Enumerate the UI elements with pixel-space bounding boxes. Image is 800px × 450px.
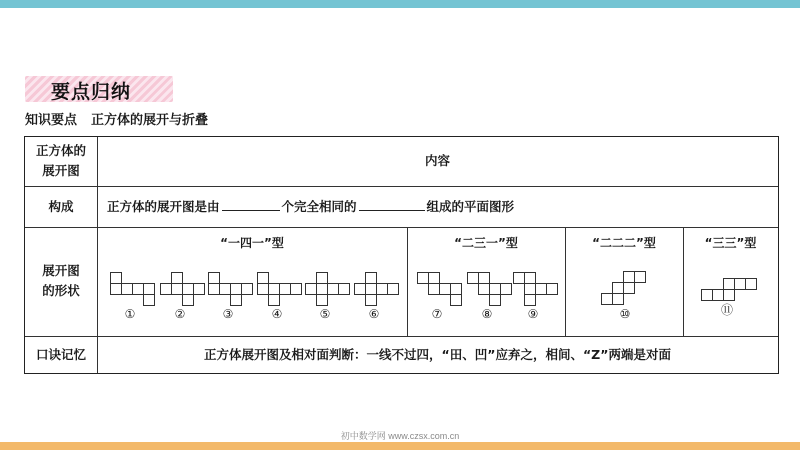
nets-label-line2: 的形状: [42, 283, 80, 298]
header-col1: [25, 141, 97, 181]
watermark: 初中数学网 www.czsx.com.cn: [340, 431, 460, 441]
net-square: [612, 293, 624, 305]
summary-table: [24, 136, 779, 374]
net-square: [338, 283, 350, 295]
composition-text-c: 组成的平面图形: [426, 199, 515, 214]
group-title-33: “三三”型: [704, 236, 757, 250]
header-col1-line2: 展开图: [42, 163, 80, 178]
net-square: [182, 294, 194, 306]
net-square: [489, 294, 501, 306]
net-number-label: ⑩: [619, 307, 631, 321]
net-number-label: ①: [124, 307, 136, 321]
net-number-label: ⑥: [368, 307, 380, 321]
net-square: [500, 283, 512, 295]
nets-label: [25, 261, 97, 301]
net-number-label: ⑤: [319, 307, 331, 321]
net-square: [230, 294, 242, 306]
section-title-banner: [25, 76, 173, 102]
net-number-label: ⑨: [527, 307, 539, 321]
header-content: 内容: [424, 153, 450, 168]
net-square: [745, 278, 757, 290]
net-square: [450, 294, 462, 306]
composition-text: [107, 197, 514, 217]
header-col1-line1: 正方体的: [35, 143, 86, 158]
net-square: [387, 283, 399, 295]
bottom-accent-bar: [0, 442, 800, 450]
net-square: [316, 294, 328, 306]
net-square: [524, 294, 536, 306]
group-title-222: “二二二”型: [592, 236, 656, 250]
net-square: [723, 289, 735, 301]
net-number-label: ②: [174, 307, 186, 321]
answer-blank-1[interactable]: [222, 198, 280, 211]
row-divider: [25, 227, 778, 228]
net-number-label: ④: [271, 307, 283, 321]
net-square: [241, 283, 253, 295]
top-accent-bar: [0, 0, 800, 8]
row-divider: [25, 336, 778, 337]
group-title-231: “二三一”型: [454, 236, 518, 250]
section-title: 要点归纳: [51, 81, 132, 103]
net-square: [365, 294, 377, 306]
composition-label: 构成: [48, 199, 74, 214]
mnemonic-text: 正方体展开图及相对面判断：一线不过四，“田、凹”应弃之，相间、“Z”两端是对面: [204, 347, 671, 362]
group-title-141: “一四一”型: [220, 236, 284, 250]
nets-label-line1: 展开图: [42, 263, 80, 278]
answer-blank-2[interactable]: [359, 198, 425, 211]
net-square: [193, 283, 205, 295]
column-divider: [97, 137, 98, 373]
net-square: [623, 282, 635, 294]
net-square: [634, 271, 646, 283]
row-divider: [25, 186, 778, 187]
net-square: [290, 283, 302, 295]
knowledge-point-label: 知识要点: [25, 113, 78, 128]
knowledge-point-topic: 正方体的展开与折叠: [91, 113, 209, 128]
composition-text-a: 正方体的展开图是由: [107, 199, 220, 214]
knowledge-point-heading: [25, 109, 208, 128]
composition-text-b: 个完全相同的: [281, 199, 357, 214]
net-number-label: ③: [222, 307, 234, 321]
net-number-label: ⑪: [720, 303, 733, 317]
mnemonic-label: 口诀记忆: [35, 347, 86, 362]
net-square: [546, 283, 558, 295]
net-square: [143, 294, 155, 306]
net-number-label: ⑦: [431, 307, 443, 321]
net-number-label: ⑧: [481, 307, 493, 321]
net-square: [268, 294, 280, 306]
